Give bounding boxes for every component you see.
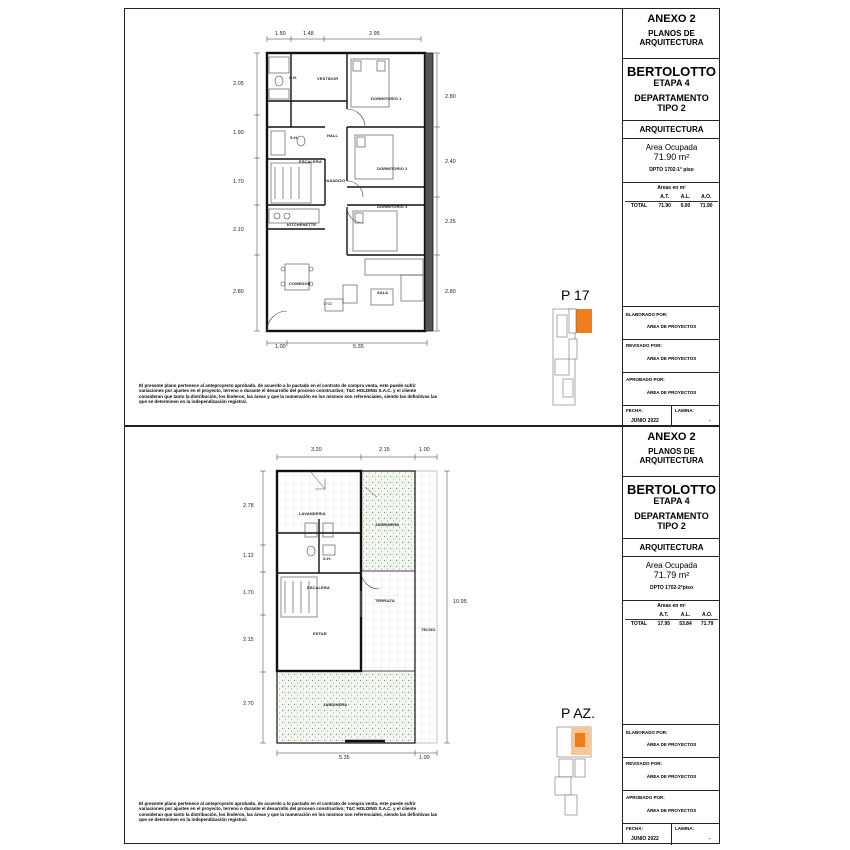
legal-note: El presente plano pertenece al anteproyecto aprobado, de acuerdo a lo pactado en el contrato de compra venta, este puede sufrir variaciones por ajustes en el proyecto, terreno o durante el desarrollo del proceso constructivo; T&C HOLDING S.A.C. y el cliente consideran que tanto la distribución, los linderos, las áreas y que la numeración en los mismos son referenciales, siendo las definitivas las que se determinen en la independización registral. <box>139 801 438 823</box>
areas-title: Areas en m² <box>657 185 686 191</box>
unit-type-line-2: TIPO 2 <box>657 521 686 531</box>
aprobado-label: APROBADO POR: <box>626 795 665 800</box>
planos-line-1: PLANOS DE <box>648 447 695 456</box>
room-label: ESCALERA <box>307 585 330 590</box>
room-label: LAVANDERIA <box>299 511 326 516</box>
room-label: DORMITORIO 3 <box>377 204 408 209</box>
area-label: Area Ocupada <box>645 561 698 570</box>
area-label: Area Ocupada <box>645 143 698 152</box>
dim-left-5: 2.70 <box>243 701 254 707</box>
dpto-label: DPTO 1702-1° piso <box>649 167 694 173</box>
project-stage: ETAPA 4 <box>653 496 690 506</box>
room-label: PASADIZO <box>324 178 346 183</box>
dim-left-4: 2.10 <box>233 227 244 233</box>
fecha-label: FECHA: <box>626 408 643 413</box>
project-name: BERTOLOTTO <box>626 482 717 497</box>
areas-row-label: TOTAL <box>630 621 648 627</box>
room-label: SALA <box>377 290 389 295</box>
room-label: DORMITORIO 1 <box>371 96 402 101</box>
revisado-value: ÁREA DE PROYECTOS <box>646 774 697 779</box>
room-label: ESCALERA <box>299 159 322 164</box>
room-label: JARDINERA <box>323 702 348 707</box>
areas-value-ao: 71.90 <box>700 203 713 209</box>
room-label: DORMITORIO 2 <box>377 166 408 171</box>
dim-top-2: 1.48 <box>303 31 314 37</box>
aprobado-value: ÁREA DE PROYECTOS <box>646 390 697 395</box>
room-label: JARDINERA <box>375 522 400 527</box>
anexo-label: ANEXO 2 <box>647 431 696 443</box>
elaborado-label: ELABORADO POR: <box>626 312 668 317</box>
title-block <box>622 427 720 843</box>
planos-line-2: ARQUITECTURA <box>639 456 704 465</box>
areas-header-al: A.L. <box>676 193 694 202</box>
dim-bottom-2: 5.35 <box>353 344 364 350</box>
elaborado-value: ÁREA DE PROYECTOS <box>646 324 697 329</box>
room-label: S.H. <box>323 556 332 561</box>
areas-value-ao: 71.79 <box>700 621 714 627</box>
areas-value-al: 0.00 <box>680 203 691 209</box>
key-plan <box>125 9 622 427</box>
planos-line-1: PLANOS DE <box>648 29 695 38</box>
areas-header-al: A.L. <box>675 611 697 620</box>
fecha-label: FECHA: <box>626 826 643 831</box>
room-label: VESTIDOR <box>317 76 339 81</box>
areas-row-label: TOTAL <box>630 203 648 209</box>
lamina-value: - <box>709 836 711 842</box>
discipline-block <box>623 539 720 557</box>
dim-top-3: 2.95 <box>369 31 380 37</box>
unit-number: 1702 <box>323 301 333 306</box>
lamina-label: LAMINA: <box>675 408 694 413</box>
floor-tag: P 17 <box>561 287 590 303</box>
areas-header-at: A.T. <box>653 611 675 620</box>
unit-type-line-2: TIPO 2 <box>657 103 686 113</box>
room-label: TERRAZA <box>375 598 395 603</box>
fecha-value: JUNIO 2022 <box>631 418 659 424</box>
floor-tag: P AZ. <box>561 705 595 721</box>
revisado-label: REVISADO POR: <box>626 343 663 348</box>
dim-bottom-2: 1.00 <box>419 755 430 761</box>
area-value: 71.90 m² <box>653 152 690 162</box>
discipline-block <box>623 121 720 139</box>
dim-left-4: 2.15 <box>243 637 254 643</box>
discipline-label: ARQUITECTURA <box>639 125 704 134</box>
areas-value-at: 71.90 <box>658 203 671 209</box>
dim-top-1: 1.50 <box>275 31 286 37</box>
area-value: 71.79 m² <box>653 570 690 580</box>
title-block <box>622 9 720 425</box>
sheet-floor-2 <box>124 426 720 844</box>
room-label: TECHO <box>421 627 436 632</box>
floor-plan-area <box>125 9 622 425</box>
areas-value-al: 53.84 <box>679 621 692 627</box>
date-divider <box>671 406 672 427</box>
dim-top-2: 2.15 <box>379 447 390 453</box>
anexo-label: ANEXO 2 <box>647 13 696 25</box>
elaborado-label: ELABORADO POR: <box>626 730 668 735</box>
legal-note: El presente plano pertenece al anteproyecto aprobado, de acuerdo a lo pactado en el contrato de compra venta, este puede sufrir variaciones por ajustes en el proyecto, terreno o durante el desarrollo del proceso constructivo; T&C HOLDING S.A.C. y el cliente consideran que tanto la distribución, los linderos, las áreas y que la numeración en los mismos son referenciales, siendo las definitivas las que se determinen en la independización registral. <box>139 383 438 405</box>
areas-value-at: 17.95 <box>657 621 671 627</box>
room-label: COMEDOR <box>289 281 311 286</box>
project-block <box>623 59 720 121</box>
project-block <box>623 477 720 539</box>
unit-type-line-1: DEPARTAMENTO <box>634 93 709 103</box>
fecha-value: JUNIO 2022 <box>631 836 659 842</box>
areas-header-at: A.T. <box>653 193 676 202</box>
dim-right-2: 2.40 <box>445 159 456 165</box>
dim-left-5: 2.80 <box>233 289 244 295</box>
dim-top-1: 3.20 <box>311 447 322 453</box>
dim-left-2: 1.12 <box>243 553 254 559</box>
dpto-label: DPTO 1702-2°piso <box>649 585 694 591</box>
project-stage: ETAPA 4 <box>653 78 690 88</box>
room-label: HALL <box>327 133 339 138</box>
dim-left-3: 1.70 <box>233 179 244 185</box>
dim-bottom-1: 1.00 <box>275 344 286 350</box>
title-header <box>623 9 720 59</box>
area-block <box>623 557 720 601</box>
dim-left-2: 1.90 <box>233 130 244 136</box>
dim-top-3: 1.00 <box>419 447 430 453</box>
areas-title: Areas en m² <box>657 603 686 609</box>
room-label: ESTAR <box>313 631 327 636</box>
room-label: S.H. <box>289 75 298 80</box>
areas-block-border <box>623 601 720 725</box>
room-label: KITCHENETTE <box>287 222 317 227</box>
project-name: BERTOLOTTO <box>626 64 717 79</box>
dim-left-3: 1.70 <box>243 590 254 596</box>
lamina-value: - <box>709 418 711 424</box>
area-block <box>623 139 720 183</box>
areas-header-ao: A.O. <box>696 611 718 620</box>
dim-right-4: 2.80 <box>445 289 456 295</box>
elaborado-value: ÁREA DE PROYECTOS <box>646 742 697 747</box>
areas-header-ao: A.O. <box>695 193 718 202</box>
areas-block-border <box>623 183 720 307</box>
key-plan <box>125 427 622 845</box>
planos-line-2: ARQUITECTURA <box>639 38 704 47</box>
dim-right-3: 2.25 <box>445 219 456 225</box>
sheet-floor-1 <box>124 8 720 426</box>
lamina-label: LAMINA: <box>675 826 694 831</box>
floor-plan-area <box>125 427 622 843</box>
dim-bottom-1: 5.35 <box>339 755 350 761</box>
aprobado-value: ÁREA DE PROYECTOS <box>646 808 697 813</box>
revisado-value: ÁREA DE PROYECTOS <box>646 356 697 361</box>
title-header <box>623 427 720 477</box>
date-divider <box>671 824 672 845</box>
dim-right-1: 10.95 <box>453 599 467 605</box>
revisado-label: REVISADO POR: <box>626 761 663 766</box>
discipline-label: ARQUITECTURA <box>639 543 704 552</box>
dim-left-1: 2.05 <box>233 81 244 87</box>
room-label: S.H. <box>290 135 299 140</box>
dim-left-1: 2.78 <box>243 503 254 509</box>
dim-right-1: 2.80 <box>445 94 456 100</box>
unit-type-line-1: DEPARTAMENTO <box>634 511 709 521</box>
aprobado-label: APROBADO POR: <box>626 377 665 382</box>
